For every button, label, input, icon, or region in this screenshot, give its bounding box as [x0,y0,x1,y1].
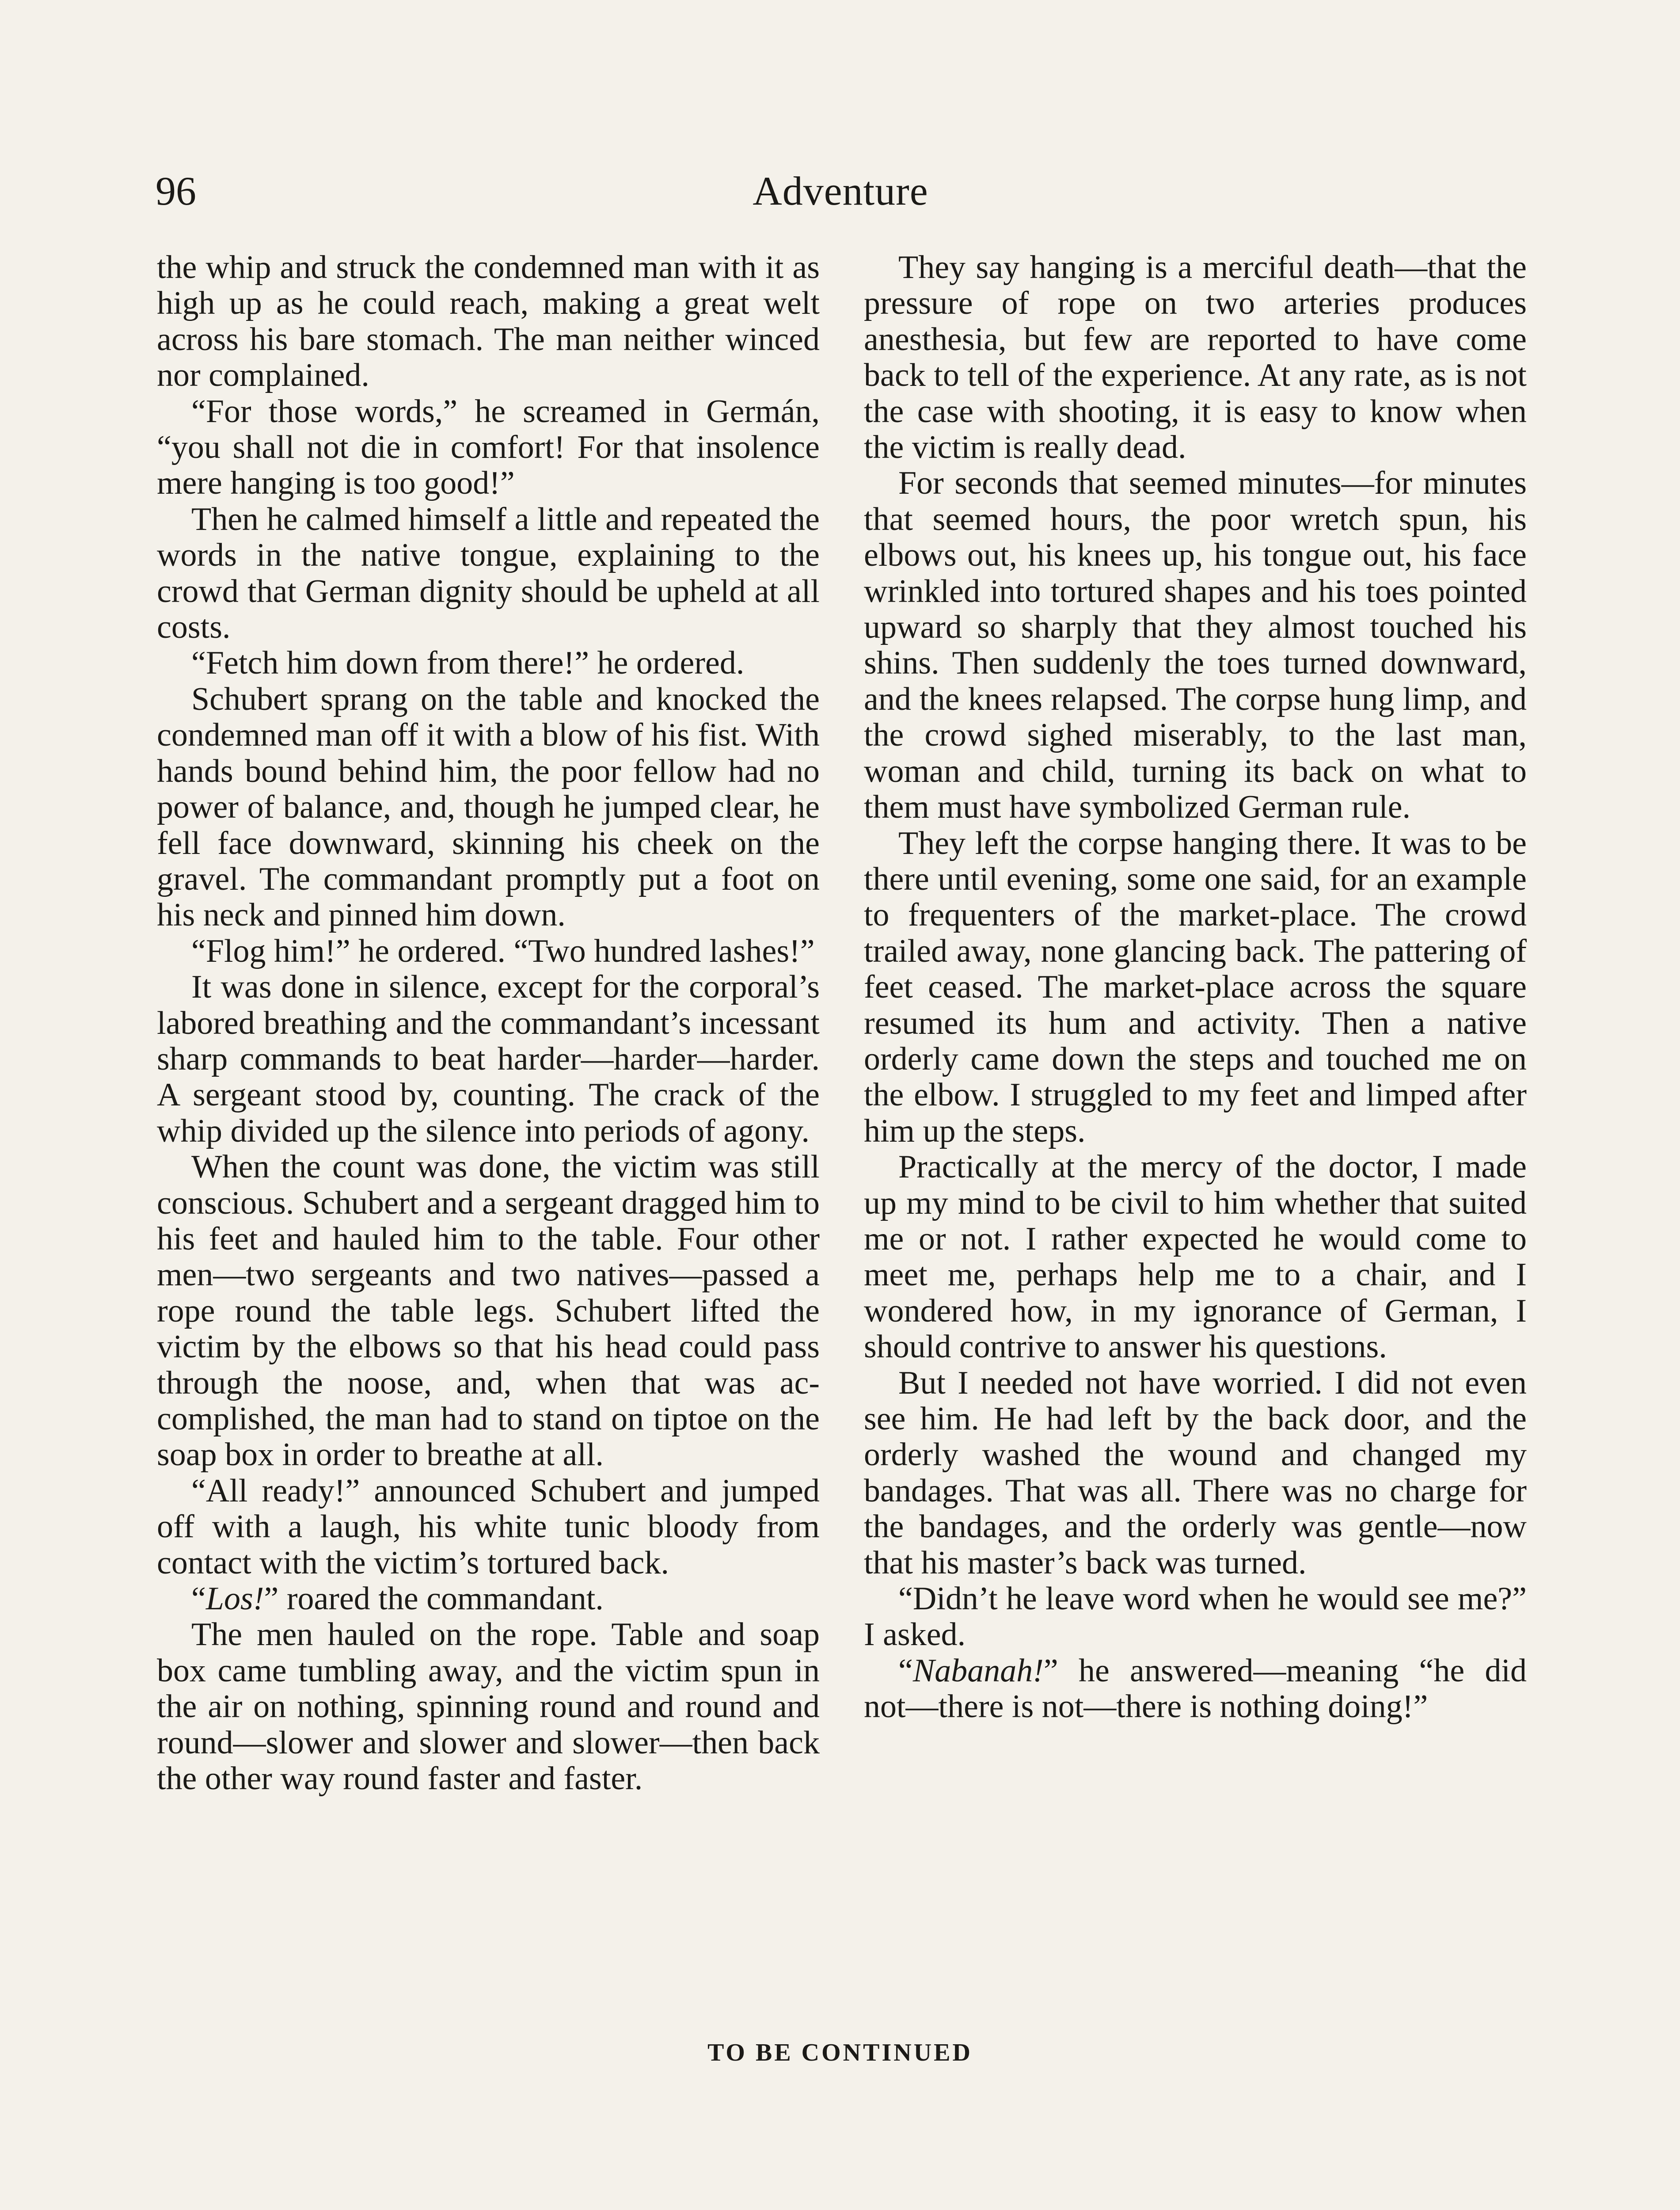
paragraph: “Los!” roared the commandant. [191,1581,604,1617]
paragraph: But I needed not have worried. I did not even see him. He had left by the back door, and the orderly washed the wound and changed my bandages. That was all. There was no charge for the bandages, and the orderly was gentle—now that his master’s back was turned. [864,1364,1527,1581]
paragraph: “For those words,” he screamed in Germán, “you shall not die in comfort! For that insolence mere hanging is too good!” [157,393,820,502]
left-column [157,250,820,1797]
paragraph: They left the corpse hanging there. It was to be there until evening, some one said, for an example to frequenters of the market-place. The crowd trailed away, none glancing back. The pattering of feet ceased. The market-place across the square resumed its hum and activity. Then a native orderly came down the steps and touched me on the elbow. I struggled to my feet and limped after him up the steps. [864,825,1527,1149]
to-be-continued-note: TO BE CONTINUED [707,2039,973,2066]
paragraph: “Flog him!” he ordered. “Two hundred lashes!” [191,933,815,969]
paragraph: the whip and struck the condemned man with it as high up as he could reach, making a great welt across his bare stomach. The man neither winced nor complained. [157,249,820,394]
paragraph: It was done in silence, except for the corporal’s labored breathing and the commandant’s incessant sharp commands to beat harder—harder—harder. A sergeant stood by, counting. The crack of the whip divided up the silence into periods of agony. [157,969,820,1149]
page-number: 96 [156,168,196,213]
right-column [864,250,1527,1725]
paragraph: They say hanging is a merciful death—that the pressure of rope on two arteries produces anesthesia, but few are reported to have come back to tell of the experience. At any rate, as is not the case with shooting, it is easy to know when the victim is really dead. [864,249,1527,466]
paragraph: “Nabanah!” he answered—meaning “he did not—there is not—there is nothing doing!” [864,1652,1527,1725]
paragraph: For seconds that seemed minutes—for minutes that seemed hours, the poor wretch spun, his elbows out, his knees up, his tongue out, his face wrinkled into tortured shapes and his toes pointed upward so sharply that they almost touched his shins. Then suddenly the toes turned downward, and the knees relapsed. The corpse hung limp, and the crowd sighed miserably, to the last man, woman and child, turning its back on what to them must have symbolized German rule. [864,465,1527,826]
running-title: Adventure [753,168,928,213]
paragraph: “All ready!” announced Schubert and jumped off with a laugh, his white tunic bloody from contact with the victim’s tortured back. [157,1472,820,1581]
paragraph: The men hauled on the rope. Table and soap box came tumbling away, and the victim spun in the air on nothing, spinning round and round and round—slower and slower and slower—then back the other way round faster and faster. [157,1616,820,1797]
paragraph: “Didn’t he leave word when he would see me?” I asked. [864,1581,1527,1653]
paragraph: “Fetch him down from there!” he ordered. [191,645,745,682]
paragraph: Then he calmed himself a little and repeated the words in the native tongue, explaining to the crowd that German dignity should be upheld at all costs. [157,501,820,646]
paragraph: Schubert sprang on the table and knocked the condemned man off it with a blow of his fist. With hands bound behind him, the poor fellow had no power of balance, and, though he jumped clear, he fell face downward, skinning his cheek on the gravel. The commandant promptly put a foot on his neck and pinned him down. [157,681,820,934]
page-header [156,160,1525,222]
paragraph: Practically at the mercy of the doctor, I made up my mind to be civil to him whether that suited me or not. I rather expected he would come to meet me, perhaps help me to a chair, and I wondered how, in my ignorance of German, I should contrive to answer his questions. [864,1149,1527,1365]
paragraph: When the count was done, the victim was still conscious. Schubert and a sergeant dragged him to his feet and hauled him to the table. Four other men—two sergeants and two natives—passed a rope round the table legs. Schubert lifted the victim by the elbows so that his head could pass through the noose, and, when that was accomplished, the man had to stand on tiptoe on the soap box in order to breathe at all. [157,1149,820,1473]
